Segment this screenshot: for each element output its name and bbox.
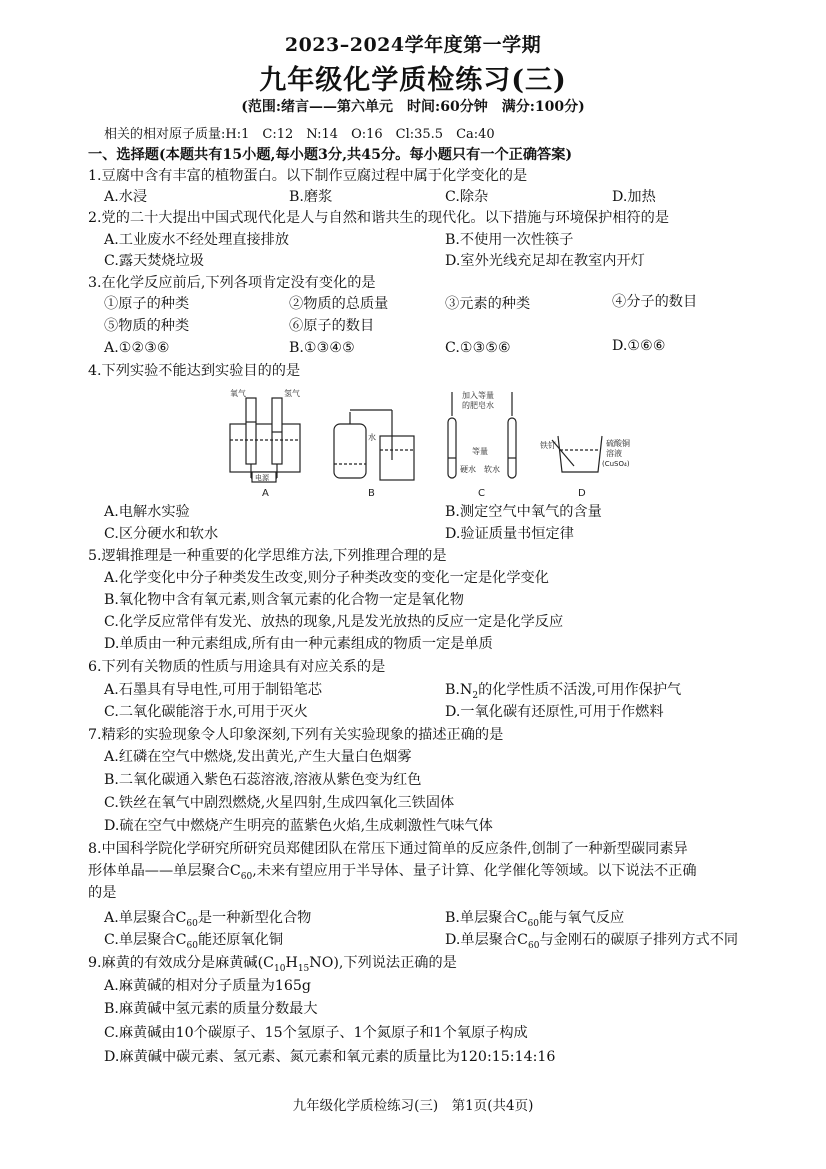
q1-stem: 1.豆腐中含有丰富的植物蛋白。以下制作豆腐过程中属于化学变化的是	[88, 168, 528, 184]
q6-option-a: A.石墨具有导电性,可用于制铅笔芯	[104, 682, 322, 698]
figure-b-oxygen-content	[334, 410, 414, 499]
q5-stem: 5.逻辑推理是一种重要的化学思维方法,下列推理合理的是	[88, 548, 447, 564]
figure-c-equal-label: 等量	[472, 447, 488, 456]
q9-option-a: A.麻黄碱的相对分子质量为165g	[104, 978, 311, 994]
figure-a-electrolysis	[230, 388, 300, 499]
figure-b-water-label: 水	[368, 433, 376, 442]
q2-option-a: A.工业废水不经处理直接排放	[104, 232, 290, 248]
q4-option-d: D.验证质量书恒定律	[445, 526, 574, 542]
q6-option-b: $B.N_2$的化学性质不活泼,可用作保护气	[445, 682, 682, 701]
q3-item-1: ①原子的种类	[104, 296, 190, 312]
q3-item-4: ④分子的数目	[612, 294, 698, 310]
q3-item-3: ③元素的种类	[445, 296, 531, 312]
q4-stem: 4.下列实验不能达到实验目的的是	[88, 363, 301, 379]
q3-item-5: ⑤物质的种类	[104, 318, 190, 334]
figure-c-top-label-2: 的肥皂水	[462, 401, 494, 410]
q6-option-d: D.一氧化碳有还原性,可用于作燃料	[445, 704, 664, 720]
q1-option-d: D.加热	[612, 189, 656, 205]
q7-stem: 7.精彩的实验现象令人印象深刻,下列有关实验现象的描述正确的是	[88, 727, 504, 743]
q4-option-b: B.测定空气中氧气的含量	[445, 504, 602, 520]
q8-stem-line-3: 的是	[88, 885, 117, 901]
q4-option-c: C.区分硬水和软水	[104, 526, 219, 542]
figure-c-hard-label: 硬水	[460, 465, 476, 474]
q3-option-d: D.①⑥⑥	[612, 338, 666, 354]
figure-a-oxygen-label: 氧气	[230, 389, 246, 398]
q3-item-6: ⑥原子的数目	[289, 318, 375, 334]
school-year: 2023–2024学年度第一学期	[284, 34, 542, 56]
exam-title: 九年级化学质检练习(三)	[259, 65, 567, 96]
figure-c-soft-label: 软水	[484, 465, 500, 474]
q8-stem-line-1: 8.中国科学院化学研究所研究员郑健团队在常压下通过简单的反应条件,创制了一种新型碳同素异	[88, 841, 688, 857]
q5-option-c: C.化学反应常伴有发光、放热的现象,凡是发光放热的反应一定是化学反应	[104, 614, 564, 630]
figure-d-nail-label: 铁钉	[540, 441, 556, 450]
q9-option-c: C.麻黄碱由10个碳原子、15个氢原子、1个氮原子和1个氧原子构成	[104, 1025, 528, 1041]
q7-option-d: D.硫在空气中燃烧产生明亮的蓝紫色火焰,生成刺激性气味气体	[104, 818, 493, 834]
q2-option-d: D.室外光线充足却在教室内开灯	[445, 253, 645, 269]
figure-d-solution-label-2: 溶液	[606, 449, 622, 458]
figure-a-power-label: 电源	[255, 474, 269, 482]
figure-d-solution-label-1: 硫酸铜	[606, 439, 630, 448]
q3-option-c: C.①③⑤⑥	[445, 340, 511, 356]
q5-option-d: D.单质由一种元素组成,所有由一种元素组成的物质一定是单质	[104, 636, 493, 652]
q3-option-a: A.①②③⑥	[104, 340, 170, 356]
q4-experiment-figures	[222, 388, 642, 500]
q8-stem-line-2: 形体单晶——单层聚合$C_{60}$,未来有望应用于半导体、量子计算、化学催化等领域。以下说法不正确	[88, 863, 697, 882]
q9-stem: 9.麻黄的有效成分是麻黄碱$(C_{10}H_{15}NO)$,下列说法正确的是	[88, 955, 457, 974]
q7-option-a: A.红磷在空气中燃烧,发出黄光,产生大量白色烟雾	[104, 749, 412, 765]
page-footer: 九年级化学质检练习(三) 第1页(共4页)	[292, 1098, 534, 1114]
figure-a-letter: A	[262, 488, 269, 499]
q3-stem: 3.在化学反应前后,下列各项肯定没有变化的是	[88, 275, 376, 291]
figure-a-hydrogen-label: 氢气	[284, 389, 300, 398]
q4-option-a: A.电解水实验	[104, 504, 190, 520]
q2-option-c: C.露天焚烧垃圾	[104, 253, 204, 269]
section-heading: 一、选择题(本题共有15小题,每小题3分,共45分。每小题只有一个正确答案)	[88, 147, 573, 163]
q5-option-b: B.氧化物中含有氧元素,则含氧元素的化合物一定是氧化物	[104, 592, 464, 608]
q6-option-c: C.二氧化碳能溶于水,可用于灭火	[104, 704, 308, 720]
figure-d-solution-label-3: (CuSO₄)	[602, 460, 630, 468]
figure-b-letter: B	[368, 488, 375, 499]
figure-d-mass-conservation	[540, 436, 630, 499]
q7-option-c: C.铁丝在氧气中剧烈燃烧,火星四射,生成四氧化三铁固体	[104, 795, 455, 811]
q3-item-2: ②物质的总质量	[289, 296, 389, 312]
q8-option-a: A.单层聚合$C_{60}$是一种新型化合物	[104, 910, 312, 929]
q3-option-b: B.①③④⑤	[289, 340, 355, 356]
q1-option-c: C.除杂	[445, 189, 489, 205]
q2-stem: 2.党的二十大提出中国式现代化是人与自然和谐共生的现代化。以下措施与环境保护相符的是	[88, 210, 670, 226]
figure-c-letter: C	[478, 488, 485, 499]
figure-d-letter: D	[578, 488, 586, 499]
figure-c-hard-soft-water	[448, 390, 516, 499]
q2-option-b: B.不使用一次性筷子	[445, 232, 574, 248]
q6-stem: 6.下列有关物质的性质与用途具有对应关系的是	[88, 659, 386, 675]
q8-option-c: C.单层聚合$C_{60}$能还原氧化铜	[104, 932, 284, 951]
q1-option-a: A.水浸	[104, 189, 148, 205]
atomic-masses: 相关的相对原子质量:H:1 C:12 N:14 O:16 Cl:35.5 Ca:40	[104, 127, 495, 142]
q5-option-a: A.化学变化中分子种类发生改变,则分子种类改变的变化一定是化学变化	[104, 570, 549, 586]
q7-option-b: B.二氧化碳通入紫色石蕊溶液,溶液从紫色变为红色	[104, 772, 422, 788]
exam-scope: (范围:绪言——第六单元 时间:60分钟 满分:100分)	[241, 99, 585, 115]
q9-option-d: D.麻黄碱中碳元素、氢元素、氮元素和氧元素的质量比为120:15:14:16	[104, 1049, 556, 1065]
q1-option-b: B.磨浆	[289, 189, 333, 205]
q8-option-b: B.单层聚合$C_{60}$能与氧气反应	[445, 910, 625, 929]
q8-option-d: D.单层聚合$C_{60}$与金刚石的碳原子排列方式不同	[445, 932, 739, 951]
q9-option-b: B.麻黄碱中氢元素的质量分数最大	[104, 1001, 318, 1017]
figure-c-top-label-1: 加入等量	[462, 391, 494, 400]
